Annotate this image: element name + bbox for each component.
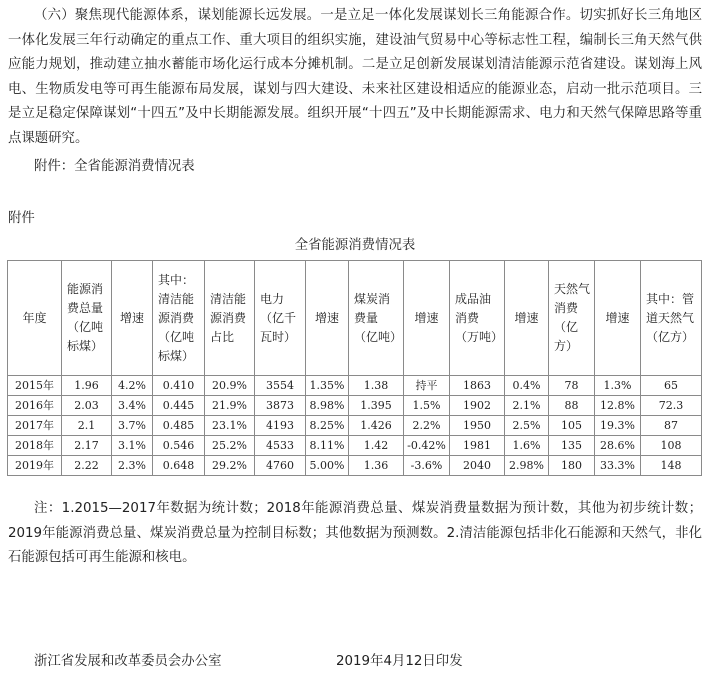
table-cell: 2.17 [62,436,112,456]
table-cell: 2.3% [112,456,153,476]
table-cell: 72.3 [641,396,702,416]
table-cell: 2.98% [505,456,549,476]
table-cell: 20.9% [205,376,255,396]
attachment-reference: 附件：全省能源消费情况表 [34,159,195,174]
table-cell: 2040 [450,456,505,476]
table-cell: 1.96 [62,376,112,396]
table-cell: 1.42 [349,436,404,456]
table-cell: 4.2% [112,376,153,396]
table-cell: 2.2% [404,416,450,436]
table-cell: 2015年 [8,376,62,396]
table-cell: 180 [549,456,595,476]
table-cell: 持平 [404,376,450,396]
table-row [8,376,702,396]
table-cell: -0.42% [404,436,450,456]
table-row [8,436,702,456]
table-cell: 4533 [255,436,306,456]
table-cell: 0.546 [153,436,205,456]
header-coal-growth: 增速 [404,261,450,376]
table-cell: 3.4% [112,396,153,416]
table-cell: 2.22 [62,456,112,476]
table-cell: 1.5% [404,396,450,416]
table-cell: 2016年 [8,396,62,416]
table-cell: 1.3% [595,376,641,396]
body-paragraph: （六）聚焦现代能源体系，谋划能源长远发展。一是立足一体化发展谋划长三角能源合作。切实抓好长三角地区一体化发展三年行动确定的重点工作、重大项目的组织实施，建设油气贸易中心等标志性工程，编制长三角天然气供应能力规划，推动建立抽水蓄能市场化运行成本分摊机制。二是立足创新发展谋划清洁能源示范省建设。谋划海上风电、生物质发电等可再生能源布局发展，谋划与四大建设、未来社区建设相适应的能源业态，启动一批示范项目。三是立足稳定保障谋划“十四五”及中长期能源发展。组织开展“十四五”及中长期能源需求、电力和天然气保障思路等重点课题研究。 [8,8,702,146]
issuer-name: 浙江省发展和改革委员会办公室 [34,654,222,669]
table-cell: 19.3% [595,416,641,436]
table-cell: -3.6% [404,456,450,476]
header-oil-growth: 增速 [505,261,549,376]
table-cell: 148 [641,456,702,476]
table-cell: 1.35% [306,376,349,396]
table-cell: 23.1% [205,416,255,436]
table-cell: 2017年 [8,416,62,436]
table-cell: 2.1% [505,396,549,416]
table-cell: 28.6% [595,436,641,456]
table-cell: 1863 [450,376,505,396]
table-cell: 2.1 [62,416,112,436]
table-cell: 0.4% [505,376,549,396]
table-row [8,416,702,436]
table-cell: 0.648 [153,456,205,476]
table-cell: 1.38 [349,376,404,396]
table-cell: 1950 [450,416,505,436]
issue-date: 2019年4月12日印发 [336,654,463,669]
table-cell: 88 [549,396,595,416]
table-cell: 21.9% [205,396,255,416]
table-cell: 2019年 [8,456,62,476]
table-cell: 2.03 [62,396,112,416]
table-header-row [8,261,702,376]
table-cell: 1902 [450,396,505,416]
table-cell: 135 [549,436,595,456]
header-total-energy: 能源消费总量（亿吨标煤） [62,261,112,376]
table-cell: 0.445 [153,396,205,416]
table-cell: 2018年 [8,436,62,456]
table-cell: 12.8% [595,396,641,416]
table-cell: 3873 [255,396,306,416]
table-cell: 2.5% [505,416,549,436]
table-cell: 108 [641,436,702,456]
table-cell: 3554 [255,376,306,396]
table-cell: 0.410 [153,376,205,396]
table-cell: 1.426 [349,416,404,436]
table-cell: 4760 [255,456,306,476]
table-row [8,456,702,476]
header-electricity-growth: 增速 [306,261,349,376]
table-cell: 87 [641,416,702,436]
header-pipeline-gas: 其中：管道天然气（亿方） [641,261,702,376]
header-coal: 煤炭消费量（亿吨） [349,261,404,376]
attachment-heading: 附件 [8,211,35,226]
table-cell: 8.11% [306,436,349,456]
table-cell: 3.7% [112,416,153,436]
header-gas: 天然气消费（亿方） [549,261,595,376]
table-row [8,396,702,416]
table-cell: 4193 [255,416,306,436]
table-cell: 105 [549,416,595,436]
table-cell: 3.1% [112,436,153,456]
table-cell: 25.2% [205,436,255,456]
table-cell: 78 [549,376,595,396]
table-cell: 8.98% [306,396,349,416]
header-total-growth: 增速 [112,261,153,376]
table-cell: 8.25% [306,416,349,436]
table-cell: 33.3% [595,456,641,476]
table-cell: 1.36 [349,456,404,476]
header-oil: 成品油消费（万吨） [450,261,505,376]
header-gas-growth: 增速 [595,261,641,376]
table-note: 注：1.2015—2017年数据为统计数；2018年能源消费总量、煤炭消费量数据为预计数，其他为初步统计数；2019年能源消费总量、煤炭消费总量为控制目标数；其他数据为预测数。2.清洁能源包括非化石能源和天然气，非化石能源包括可再生能源和核电。 [8,501,702,565]
table-cell: 5.00% [306,456,349,476]
table-cell: 1.6% [505,436,549,456]
table-cell: 0.485 [153,416,205,436]
table-cell: 29.2% [205,456,255,476]
header-clean-share: 清洁能源消费占比 [205,261,255,376]
table-title: 全省能源消费情况表 [294,238,416,253]
header-year: 年度 [8,261,62,376]
header-clean-energy: 其中：清洁能源消费（亿吨标煤） [153,261,205,376]
energy-consumption-table [7,260,702,476]
header-electricity: 电力（亿千瓦时） [255,261,306,376]
table-cell: 1.395 [349,396,404,416]
table-cell: 65 [641,376,702,396]
table-cell: 1981 [450,436,505,456]
